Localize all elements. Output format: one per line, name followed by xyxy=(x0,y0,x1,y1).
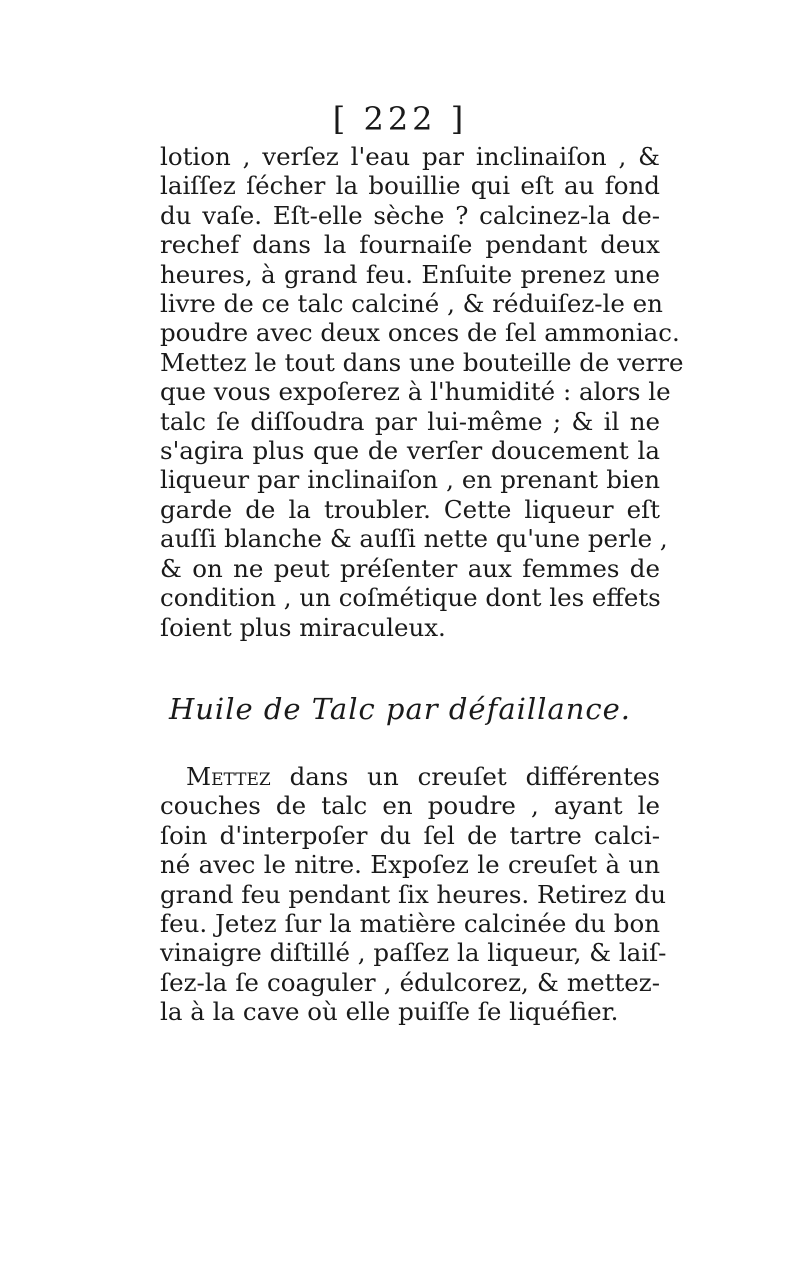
section-heading: Huile de Talc par défaillance. xyxy=(168,692,632,726)
text-line: & on ne peut préſenter aux femmes de xyxy=(160,553,660,583)
paragraph-1 xyxy=(160,142,684,642)
text-line: talc ſe diſſoudra par lui-même ; & il ne xyxy=(160,406,660,436)
text-line: né avec le nitre. Expoſez le creuſet à un xyxy=(160,850,660,880)
text-line-first xyxy=(160,762,660,791)
text-line: couches de talc en poudre , ayant le xyxy=(160,791,660,821)
text-line: la à la cave où elle puiſſe ſe liquéfier. xyxy=(160,997,619,1027)
text-line: liqueur par inclinaiſon , en prenant bien xyxy=(160,465,660,495)
text-line: condition , un coſmétique dont les effets xyxy=(160,583,661,613)
text-line: feu. Jetez ſur la matière calcinée du bon xyxy=(160,909,660,939)
text-line: laiſſez ſécher la bouillie qui eſt au fond xyxy=(160,171,660,201)
text-line: que vous expoſerez à l'humidité : alors le xyxy=(160,377,671,407)
text-line: ſoient plus miraculeux. xyxy=(160,612,446,642)
text-line: ſez-la ſe coaguler , édulcorez, & mettez- xyxy=(160,967,660,997)
text-line: poudre avec deux onces de ſel ammoniac. xyxy=(160,318,680,348)
text-line: Mettez le tout dans une bouteille de verre xyxy=(160,347,684,377)
text-line: grand feu pendant ſix heures. Retirez du xyxy=(160,879,666,909)
text-line: heures, à grand feu. Enſuite prenez une xyxy=(160,259,660,289)
text-line: auſſi blanche & auſſi nette qu'une perle , xyxy=(160,524,668,554)
text-line: s'agira plus que de verſer doucement la xyxy=(160,436,660,466)
text-line: vinaigre diſtillé , paſſez la liqueur, & laiſ- xyxy=(160,938,667,968)
page-number: [ 222 ] xyxy=(332,100,468,138)
text-line: garde de la troubler. Cette liqueur eſt xyxy=(160,494,660,524)
text-line: lotion , verſez l'eau par inclinaiſon , & xyxy=(160,142,660,171)
text-line-rest: dans un creuſet différentes xyxy=(270,762,660,791)
paragraph-2 xyxy=(160,762,667,1027)
text-line: livre de ce talc calciné , & réduiſez-le en xyxy=(160,289,663,319)
text-line: rechef dans la fournaiſe pendant deux xyxy=(160,230,660,260)
lead-word: Mettez xyxy=(186,762,271,791)
text-line: ſoin d'interpoſer du ſel de tartre calci- xyxy=(160,820,660,850)
text-line: du vaſe. Eſt-elle sèche ? calcinez-la de- xyxy=(160,200,660,230)
